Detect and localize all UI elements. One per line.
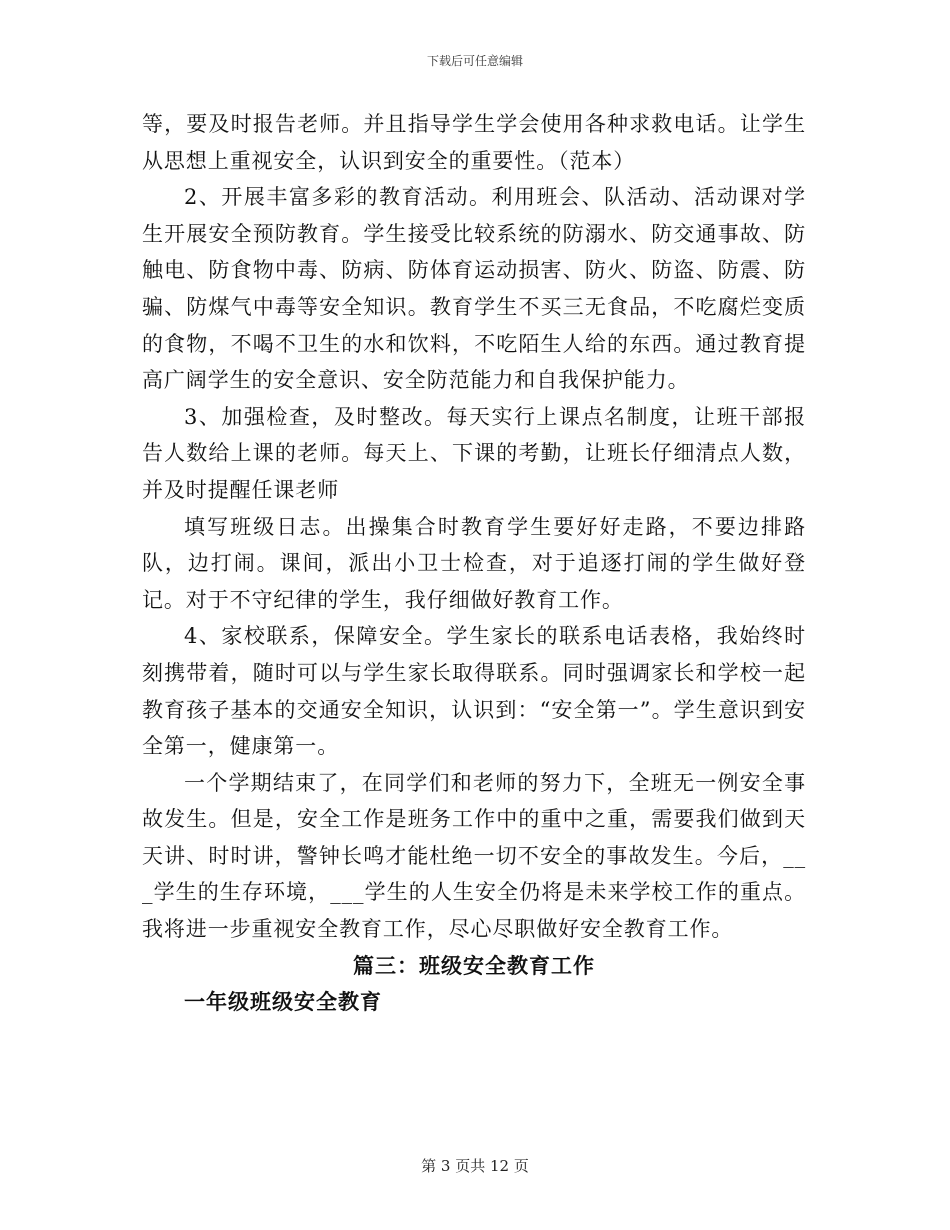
document-body bbox=[142, 106, 806, 1021]
page-footer: 第 3 页共 12 页 bbox=[421, 1157, 529, 1175]
paragraph-item-4: 4、家校联系，保障安全。学生家长的联系电话表格，我始终时刻携带着，随时可以与学生家长取得联系。同时强调家长和学校一起教育孩子基本的交通安全知识，认识到：“安全第一”。学生意识到安全第一，健康第一。 bbox=[142, 624, 806, 759]
paragraph-conclusion: 一个学期结束了，在同学们和老师的努力下，全班无一例安全事故发生。但是，安全工作是班务工作中的重中之重，需要我们做到天天讲、时时讲，警钟长鸣才能杜绝一切不安全的事故发生。今后，___学生的生存环境，___学生的人生安全仍将是未来学校工作的重点。我将进一步重视安全教育工作，尽心尽职做好安全教育工作。 bbox=[142, 770, 806, 942]
section-title: 篇三：班级安全教育工作 bbox=[353, 952, 595, 978]
sub-title: 一年级班级安全教育 bbox=[184, 989, 382, 1015]
paragraph-continuation: 等，要及时报告老师。并且指导学生学会使用各种求救电话。让学生从思想上重视安全，认识到安全的重要性。（范本） bbox=[142, 112, 806, 173]
paragraph-item-3: 3、加强检查，及时整改。每天实行上课点名制度，让班干部报告人数给上课的老师。每天上、下课的考勤，让班长仔细清点人数，并及时提醒任课老师 bbox=[142, 404, 806, 502]
paragraph-class-log: 填写班级日志。出操集合时教育学生要好好走路，不要边排路队，边打闹。课间，派出小卫士检查，对于追逐打闹的学生做好登记。对于不守纪律的学生，我仔细做好教育工作。 bbox=[142, 514, 806, 612]
paragraph-item-2: 2、开展丰富多彩的教育活动。利用班会、队活动、活动课对学生开展安全预防教育。学生接受比较系统的防溺水、防交通事故、防触电、防食物中毒、防病、防体育运动损害、防火、防盗、防震、防骗、防煤气中毒等安全知识。教育学生不买三无食品，不吃腐烂变质的食物，不喝不卫生的水和饮料，不吃陌生人给的东西。通过教育提高广阔学生的安全意识、安全防范能力和自我保护能力。 bbox=[142, 185, 806, 393]
header-note: 下载后可任意编辑 bbox=[426, 54, 523, 68]
